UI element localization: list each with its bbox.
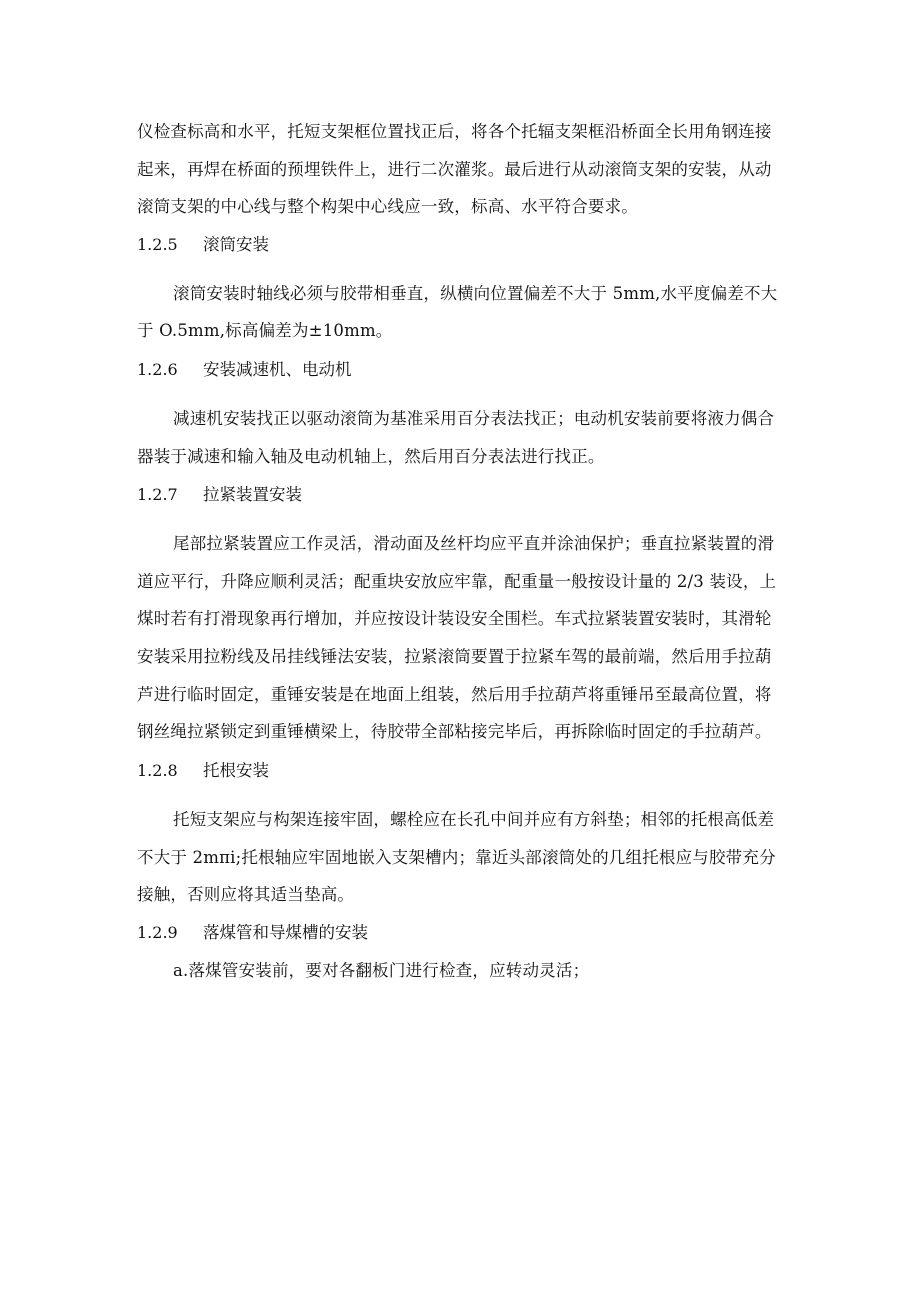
section-1-2-8-line-1: 托短支架应与构架连接牢固，螺栓应在长孔中间并应有方斜垫；相邻的托根高低差: [173, 810, 775, 829]
section-1-2-6-number: 1.2.6: [137, 360, 178, 379]
section-1-2-6-title: 安装减速机、电动机: [203, 360, 352, 379]
section-1-2-7-title: 拉紧装置安装: [203, 485, 302, 504]
section-1-2-7-line-5: 芦进行临时固定，重锤安装是在地面上组装，然后用手拉葫芦将重锤吊至最高位置，将: [137, 685, 772, 704]
section-1-2-7-line-3: 煤时若有打滑现象再行增加，并应按设计装设安全围栏。车式拉紧装置安装时，其滑轮: [137, 609, 772, 628]
section-1-2-7-line-2: 道应平行，升降应顺利灵活；配重块安放应牢靠，配重量一般按设计量的 2/3 装设，上: [137, 572, 777, 591]
intro-line-1: 仪检查标高和水平，托短支架框位置找正后，将各个托辐支架框沿桥面全长用角钢连接: [137, 122, 772, 141]
section-1-2-9-number: 1.2.9: [137, 923, 178, 942]
section-1-2-8-title: 托根安装: [203, 761, 269, 780]
section-1-2-8-line-2: 不大于 2mπi;托根轴应牢固地嵌入支架槽内；靠近头部滚筒处的几组托根应与胶带充分: [137, 848, 776, 867]
section-1-2-7-number: 1.2.7: [137, 485, 178, 504]
section-1-2-7-line-4: 安装采用拉粉线及吊挂线锤法安装，拉紧滚筒要置于拉紧车驾的最前端，然后用手拉葫: [137, 647, 772, 666]
section-1-2-5-title: 滚筒安装: [203, 235, 269, 254]
section-1-2-5-line-2: 于 O.5mm,标高偏差为±10mm。: [137, 321, 393, 340]
section-1-2-5-number: 1.2.5: [137, 235, 178, 254]
intro-line-2: 起来，再焊在桥面的预埋铁件上，进行二次灌浆。最后进行从动滚筒支架的安装，从动: [137, 160, 772, 179]
section-1-2-9-title: 落煤管和导煤槽的安装: [203, 923, 368, 942]
section-1-2-7-line-1: 尾部拉紧装置应工作灵活，滑动面及丝杆均应平直并涂油保护；垂直拉紧装置的滑: [173, 534, 775, 553]
section-1-2-6-line-2: 器装于减速和输入轴及电动机轴上，然后用百分表法进行找正。: [137, 447, 605, 466]
section-1-2-8-number: 1.2.8: [137, 761, 178, 780]
section-1-2-5-line-1: 滚筒安装时轴线必须与胶带相垂直，纵横向位置偏差不大于 5mm,水平度偏差不大: [173, 284, 778, 303]
intro-line-3: 滚筒支架的中心线与整个构架中心线应一致，标高、水平符合要求。: [137, 197, 638, 216]
section-1-2-6-line-1: 减速机安装找正以驱动滚筒为基准采用百分表法找正；电动机安装前要将液力偶合: [173, 409, 775, 428]
section-1-2-8-line-3: 接触，否则应将其适当垫高。: [137, 885, 355, 904]
section-1-2-9-line-1: a.落煤管安装前，要对各翻板门进行检查，应转动灵活；: [173, 961, 590, 980]
section-1-2-7-line-6: 钢丝绳拉紧锁定到重锤横梁上，待胶带全部粘接完毕后，再拆除临时固定的手拉葫芦。: [137, 722, 772, 741]
